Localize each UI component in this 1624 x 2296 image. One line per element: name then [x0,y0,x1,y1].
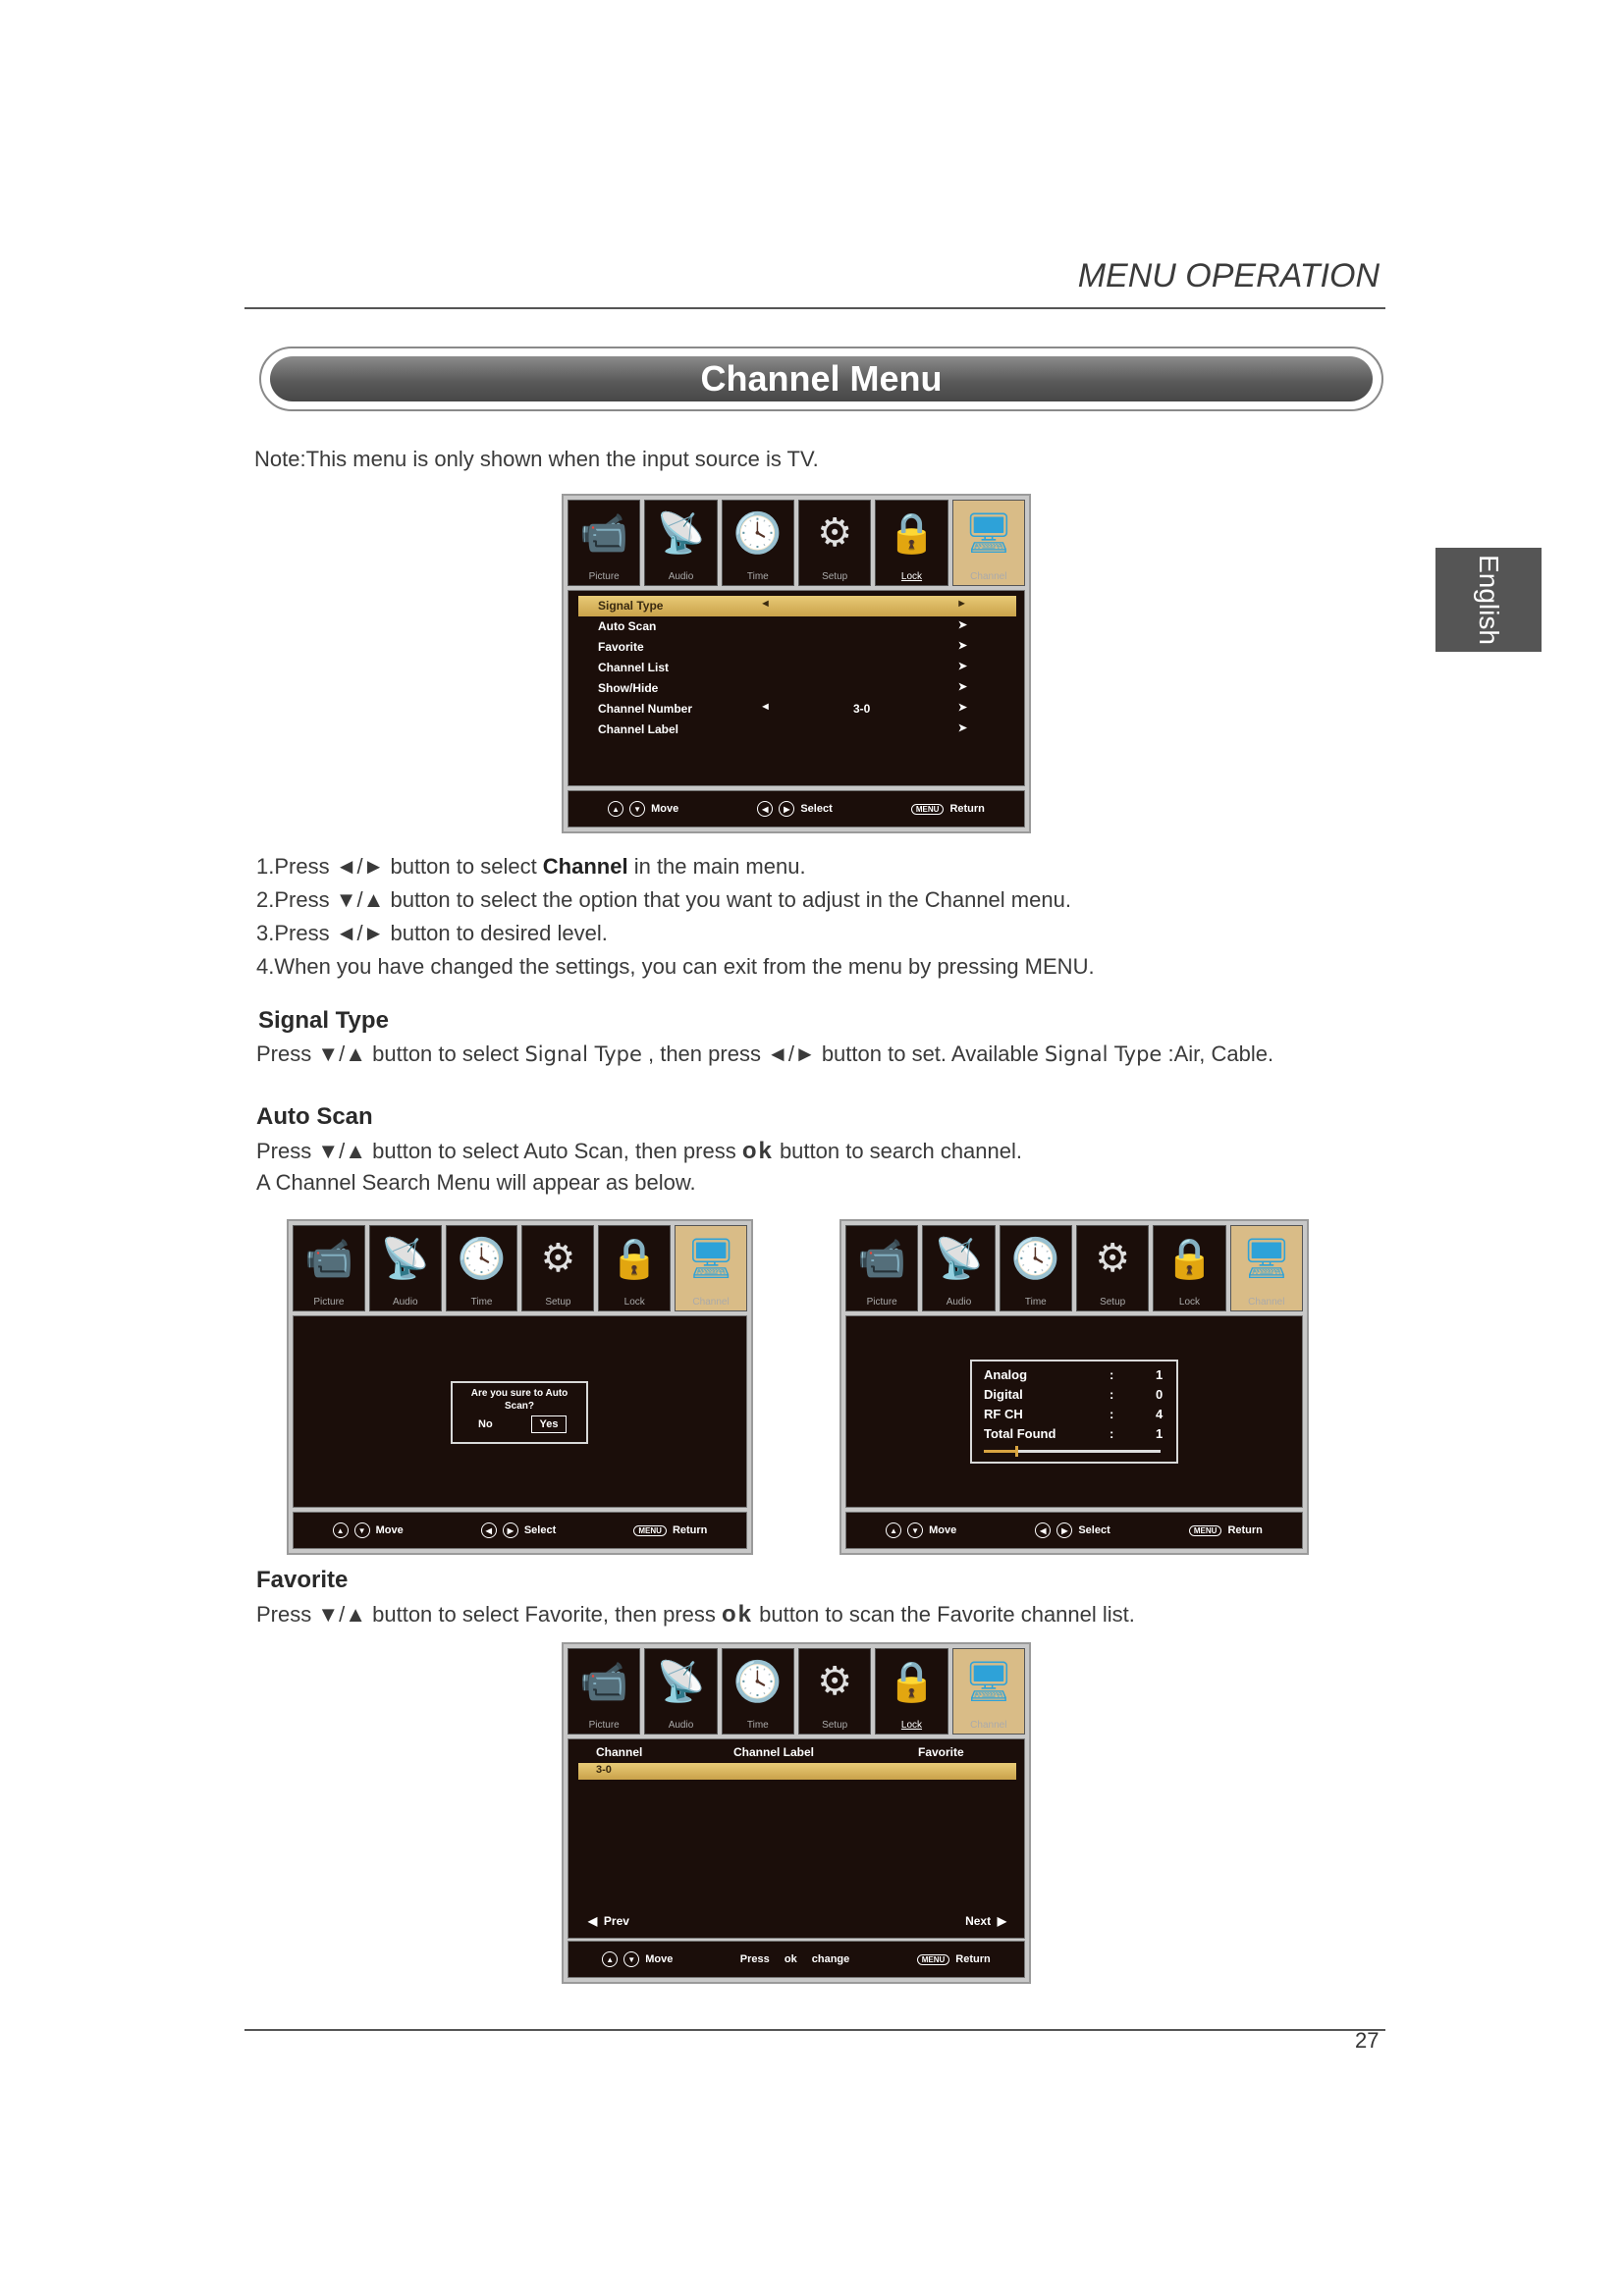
menu-row-show-hide[interactable]: Show/Hide ➤ [598,681,967,695]
icon-label: Picture [588,571,620,582]
signal-type-text: Press ▼/▲ button to select Signal Type , then press ◄/► button to set. Available Signal Type :Air, Cable. [256,1041,1274,1066]
lock-icon[interactable]: 🔒 Lock [875,1648,947,1735]
language-tab-label: English [1474,555,1504,645]
banner-title: Channel Menu [700,358,943,399]
move-hint: ▲ ▼ Move [608,801,678,817]
tv-menu-favorite [562,1642,1031,1984]
menu-body [845,1315,1303,1508]
menu-key-icon: MENU [911,804,945,815]
next-button[interactable]: Next ▶ [965,1914,1006,1928]
menu-icon-bar [568,500,1025,586]
setup-icon[interactable]: ⚙ Setup [798,1648,871,1735]
time-icon[interactable]: 🕓 Time [446,1225,518,1311]
icon-label: Channel [970,571,1007,582]
no-button[interactable]: No [478,1418,493,1430]
ok-key-label: ok [784,1953,797,1965]
icon-label: Time [746,571,769,582]
favorite-list-body [568,1738,1025,1939]
icon-label: Lock [900,571,923,582]
menu-row-channel-list[interactable]: Channel List ➤ [598,661,967,674]
result-rf-ch: RF CH : 4 [984,1407,1164,1421]
menu-footer: ▲ ▼ Move ◀ ▶ Select MENU Return [845,1512,1303,1549]
prev-button[interactable]: ◀ Prev [588,1914,629,1928]
menu-footer: ▲ ▼ Move ◀ ▶ Select MENU Return [293,1512,747,1549]
audio-icon[interactable]: 📡 Audio [644,1648,717,1735]
picture-icon[interactable]: 📹 Picture [293,1225,365,1311]
menu-row-channel-label[interactable]: Channel Label ➤ [598,722,967,736]
footer-divider [244,2029,1385,2031]
setup-icon[interactable]: ⚙ Setup [1076,1225,1149,1311]
result-total-found: Total Found : 1 [984,1426,1164,1441]
auto-scan-text-2: A Channel Search Menu will appear as below. [256,1170,696,1195]
menu-row-auto-scan[interactable]: Auto Scan ➤ [598,619,967,633]
column-favorite: Favorite [918,1745,964,1759]
result-analog: Analog : 1 [984,1367,1164,1382]
signal-type-heading: Signal Type [258,1007,389,1034]
setup-icon[interactable]: ⚙ Setup [798,500,871,586]
menu-row-channel-number[interactable]: Channel Number ◄ 3-0 ➤ [598,701,967,716]
setup-icon[interactable]: ⚙ Setup [521,1225,594,1311]
lock-icon[interactable]: 🔒 Lock [1153,1225,1225,1311]
menu-icon-bar [293,1225,747,1311]
favorite-row[interactable]: 3-0 [578,1763,1016,1780]
picture-icon[interactable]: 📹 Picture [845,1225,918,1311]
icon-label: Setup [822,571,848,582]
picture-icon[interactable]: 📹 Picture [568,1648,640,1735]
audio-icon[interactable]: 📡 Audio [369,1225,442,1311]
section-banner [259,347,1383,411]
time-icon[interactable]: 🕓 Time [722,1648,794,1735]
audio-icon[interactable]: 📡 Audio [644,500,717,586]
time-icon[interactable]: 🕓 Time [722,500,794,586]
language-tab [1435,548,1542,652]
dialog-question: Are you sure to Auto Scan? [470,1388,568,1412]
channel-icon[interactable]: 🖥 Channel [1230,1225,1303,1311]
favorite-heading: Favorite [256,1567,349,1593]
scan-results-box [970,1360,1178,1464]
auto-scan-heading: Auto Scan [256,1103,373,1130]
step-4: 4.When you have changed the settings, you can exit from the menu by pressing MENU. [256,954,1095,979]
menu-row-signal-type[interactable]: Signal Type ◄ ► [578,596,1016,616]
auto-scan-dialog [451,1381,588,1444]
picture-icon[interactable]: 📹 Picture [568,500,640,586]
tv-menu-scan-results [839,1219,1309,1555]
channel-icon[interactable]: 🖥 Channel [952,1648,1025,1735]
select-hint: ◀ ▶ Select [757,801,832,817]
menu-footer [568,790,1025,828]
ok-key-label: ok [721,1601,753,1628]
menu-icon-bar [568,1648,1025,1735]
tv-menu-channel [562,494,1031,833]
section-title: MENU OPERATION [1077,257,1380,294]
header-divider [244,307,1385,309]
note-text: Note:This menu is only shown when the input source is TV. [254,447,819,471]
favorite-text: Press ▼/▲ button to select Favorite, then press ok button to scan the Favorite channel list. [256,1601,1135,1628]
menu-icon-bar [845,1225,1303,1311]
step-3: 3.Press ◄/► button to desired level. [256,921,608,945]
icon-label: Audio [668,571,694,582]
column-channel-label: Channel Label [733,1745,815,1759]
menu-body [568,590,1025,786]
menu-footer: ▲ ▼ Move Press ok change MENU Return [568,1941,1025,1978]
step-2: 2.Press ▼/▲ button to select the option that you want to adjust in the Channel menu. [256,887,1071,912]
scan-progress-bar [984,1450,1161,1453]
auto-scan-text: Press ▼/▲ button to select Auto Scan, then press ok button to search channel. [256,1138,1022,1164]
time-icon[interactable]: 🕓 Time [1000,1225,1072,1311]
lock-icon[interactable]: 🔒 Lock [598,1225,671,1311]
page-number: 27 [1355,2028,1380,2053]
yes-button[interactable]: Yes [531,1415,567,1433]
column-channel: Channel [596,1745,643,1759]
channel-icon[interactable]: 🖥 Channel [675,1225,747,1311]
ok-key-label: ok [741,1138,774,1164]
lock-icon[interactable]: 🔒 Lock [875,500,947,586]
menu-body [293,1315,747,1508]
result-digital: Digital : 0 [984,1387,1164,1402]
return-hint: MENU Return [911,803,985,815]
channel-icon[interactable]: 🖥 Channel [952,500,1025,586]
tv-menu-autoscan-confirm [287,1219,753,1555]
step-1: 1.Press ◄/► button to select Channel in the main menu. [256,854,806,879]
menu-row-favorite[interactable]: Favorite ➤ [598,640,967,654]
audio-icon[interactable]: 📡 Audio [922,1225,995,1311]
